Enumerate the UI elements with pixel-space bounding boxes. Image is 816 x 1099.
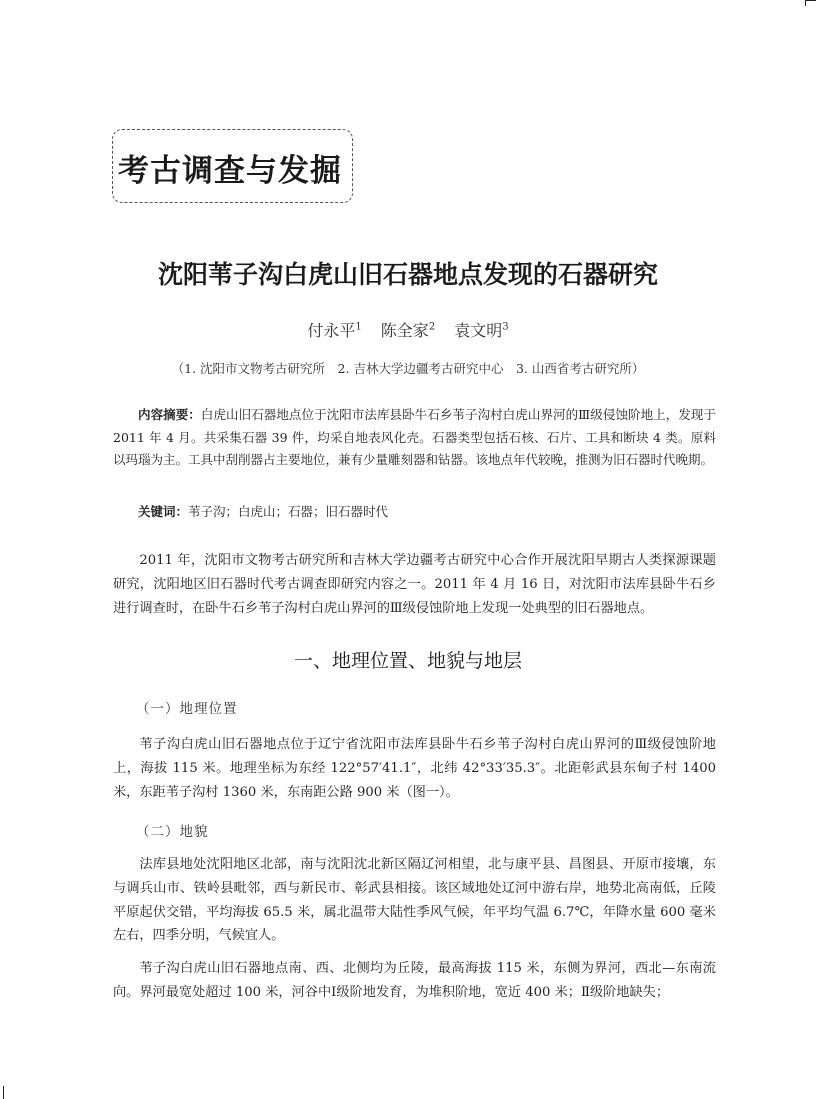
body-paragraph: 苇子沟白虎山旧石器地点南、西、北侧均为丘陵，最高海拔 115 米，东侧为界河，西北—东南流向。界河最宽处超过 100 米，河谷中Ⅰ级阶地发育，为堆积阶地，宽近 400 米；Ⅱ级阶地缺失；: [113, 961, 716, 1000]
author-name: 付永平: [307, 321, 356, 340]
author: [381, 321, 435, 340]
author-line: [0, 318, 816, 341]
author-affiliation-mark: 1: [355, 321, 362, 333]
keywords-text: 苇子沟；白虎山；石器；旧石器时代: [188, 504, 389, 519]
subsection-heading: （二）地貌: [136, 824, 209, 840]
author-name: 陈全家: [380, 321, 429, 340]
author-affiliation-mark: 2: [428, 321, 436, 333]
crop-mark-top-right-v: [805, 0, 806, 6]
article-title: 沈阳苇子沟白虎山旧石器地点发现的石器研究: [157, 260, 658, 289]
section-heading: 一、地理位置、地貌与地层: [293, 650, 522, 672]
affiliations: （1. 沈阳市文物考古研究所 2. 吉林大学边疆考古研究中心 3. 山西省考古研究所）: [171, 361, 645, 376]
author-affiliation-mark: 3: [502, 321, 509, 333]
intro-paragraph: 2011 年，沈阳市文物考古研究所和吉林大学边疆考古研究中心合作开展沈阳早期古人类探源课题研究，沈阳地区旧石器时代考古调查即研究内容之一。2011 年 4 月 16 日，对沈阳市法库县卧牛石乡进行调查时，在卧牛石乡苇子沟村白虎山界河的Ⅲ级侵蚀阶地上发现一处典型的旧石器地点。: [113, 553, 716, 616]
author: [307, 321, 361, 340]
subsection-heading: （一）地理位置: [136, 701, 238, 717]
abstract: [113, 404, 716, 472]
body-paragraph: 苇子沟白虎山旧石器地点位于辽宁省沈阳市法库县卧牛石乡苇子沟村白虎山界河的Ⅲ级侵蚀阶地上，海拔 115 米。地理坐标为东经 122°57′41.1″，北纬 42°33′35.3″。北距彰武县东甸子村 1400 米，东距苇子沟村 1360 米，东南距公路 900 米（图一）。: [113, 737, 716, 800]
crop-mark-top-right-h: [806, 0, 816, 1]
crop-mark-bottom-left: [3, 1086, 4, 1099]
author-name: 袁文明: [454, 321, 503, 340]
abstract-label: 内容摘要：: [138, 407, 201, 422]
body-paragraph: 法库县地处沈阳地区北部，南与沈阳沈北新区隔辽河相望，北与康平县、昌图县、开原市接壤，东与调兵山市、铁岭县毗邻，西与新民市、彰武县相接。该区域地处辽河中游右岸，地势北高南低，丘陵平原起伏交错，平均海拔 65.5 米，属北温带大陆性季风气候，年平均气温 6.7℃，年降水量 600 毫米左右，四季分明，气候宜人。: [113, 857, 716, 944]
author: [454, 321, 508, 340]
keywords-label: 关键词：: [138, 504, 189, 519]
column-label: 考古调查与发掘: [118, 153, 342, 189]
abstract-text: 白虎山旧石器地点位于沈阳市法库县卧牛石乡苇子沟村白虎山界河的Ⅲ级侵蚀阶地上，发现于 2011 年 4 月。共采集石器 39 件，均采自地表风化壳。石器类型包括石核、石片、工具和断块 4 类。原料以玛瑙为主。工具中刮削器占主要地位，兼有少量雕刻器和钻器。该地点年代较晚，推测为旧石器时代晚期。: [113, 407, 716, 468]
keywords: [113, 501, 716, 523]
